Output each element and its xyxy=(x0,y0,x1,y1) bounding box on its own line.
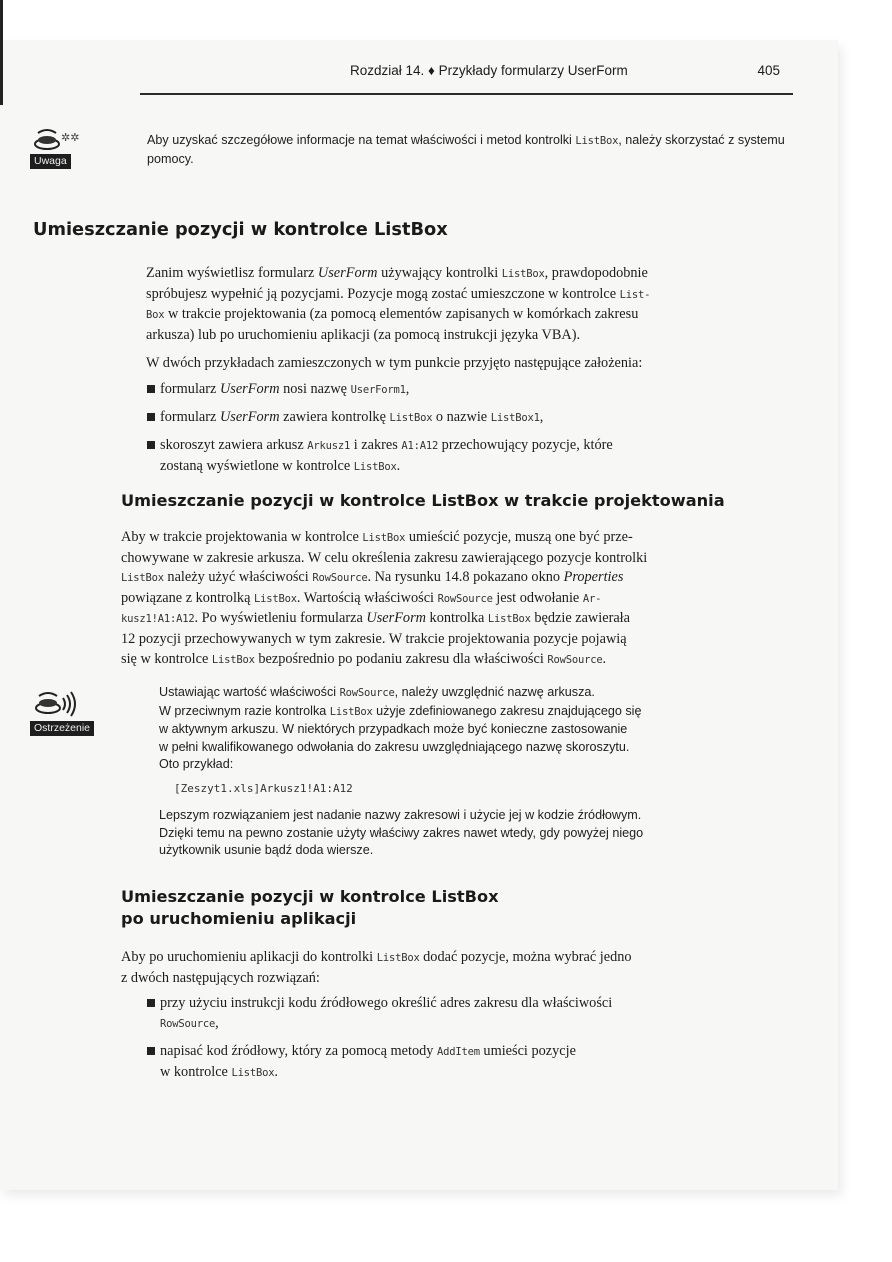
bullet-icon xyxy=(147,999,155,1007)
paragraph: W dwóch przykładach zamieszczonych w tym punkcie przyjęto następujące założenia: xyxy=(146,355,643,371)
page-edge-mark xyxy=(0,0,3,105)
warning-icon xyxy=(32,690,122,722)
svg-text:✲✲: ✲✲ xyxy=(61,131,80,144)
section-heading: Umieszczanie pozycji w kontrolce ListBox xyxy=(33,219,448,240)
list-item: napisać kod źródłowy, który za pomocą metody AddItem umieści pozycje w kontrolce ListBox. xyxy=(160,1042,800,1083)
list-item: skoroszyt zawiera arkusz Arkusz1 i zakres A1:A12 przechowujący pozycje, które zostaną wyświetlone w kontrolce ListBox. xyxy=(160,436,800,477)
subsection-heading: Umieszczanie pozycji w kontrolce ListBox po uruchomieniu aplikacji xyxy=(121,887,499,928)
list-item: formularz UserForm nosi nazwę UserForm1, xyxy=(160,380,800,401)
list-item: formularz UserForm zawiera kontrolkę ListBox o nazwie ListBox1, xyxy=(160,408,800,429)
warning-text: Ustawiając wartość właściwości RowSource, należy uwzględnić nazwę arkusza. W przeciwnym razie kontrolka ListBox użyje zdefiniowanego zakresu znajdującego się w aktywnym arkuszu. W niektórych przypadkach może być konieczne zastosowanie w pełni kwalifikowanego odwołania do zakresu uwzględniającego nazwę skoroszytu. Oto przykład: xyxy=(159,685,642,771)
subsection-heading: Umieszczanie pozycji w kontrolce ListBox w trakcie projektowania xyxy=(121,491,725,510)
warning-text-continued: Lepszym rozwiązaniem jest nadanie nazwy zakresowi i użycie jej w kodzie źródłowym. Dzięki temu na pewno zostanie użyty właściwy zakres nawet wtedy, gdy powyżej niego użytkownik usunie bądź doda wiersze. xyxy=(159,808,644,857)
bullet-icon xyxy=(147,1047,155,1055)
code-example: [Zeszyt1.xls]Arkusz1!A1:A12 xyxy=(174,782,353,795)
chapter-title: Rozdział 14. ♦ Przykłady formularzy UserForm xyxy=(350,63,628,78)
paragraph: Zanim wyświetlisz formularz UserForm używający kontrolki ListBox, prawdopodobnie spróbujesz wypełnić ją pozycjami. Pozycje mogą zostać umieszczone w kontrolce List- Box w trakcie projektowania (za pomocą elementów zapisanych w komórkach zakresu arkusza) lub po uruchomieniu aplikacji (za pomocą instrukcji języka VBA). xyxy=(146,265,651,343)
bullet-icon xyxy=(147,385,155,393)
list-item: przy użyciu instrukcji kodu źródłowego określić adres zakresu dla właściwości RowSource, xyxy=(160,994,800,1034)
note-text: Aby uzyskać szczegółowe informacje na temat właściwości i metod kontrolki ListBox, należy skorzystać z systemu pomocy. xyxy=(147,133,785,166)
paragraph: Aby w trakcie projektowania w kontrolce ListBox umieścić pozycje, muszą one być prze- chowywane w zakresie arkusza. W celu określenia zakresu zawierającego pozycje kontrolki ListBox należy użyć właściwości RowSource. Na rysunku 14.8 pokazano okno Properties powiązane z kontrolką ListBox. Wartością właściwości RowSource jest odwołanie Ar- kusz1!A1:A12. Po wyświetleniu formularza UserForm kontrolka ListBox będzie zawierała 12 pozycji przechowywanych w tym zakresie. W trakcie projektowania pozycje pojawią się w kontrolce ListBox bezpośrednio po podaniu zakresu dla właściwości RowSource. xyxy=(121,529,648,667)
page-number: 405 xyxy=(757,63,780,78)
running-head xyxy=(350,63,780,78)
bullet-icon xyxy=(147,441,155,449)
paragraph: Aby po uruchomieniu aplikacji do kontrolki ListBox dodać pozycje, można wybrać jedno z dwóch następujących rozwiązań: xyxy=(121,949,632,986)
note-label: Uwaga xyxy=(30,154,71,169)
header-rule xyxy=(140,93,793,95)
bullet-icon xyxy=(147,413,155,421)
warning-label: Ostrzeżenie xyxy=(30,721,94,736)
